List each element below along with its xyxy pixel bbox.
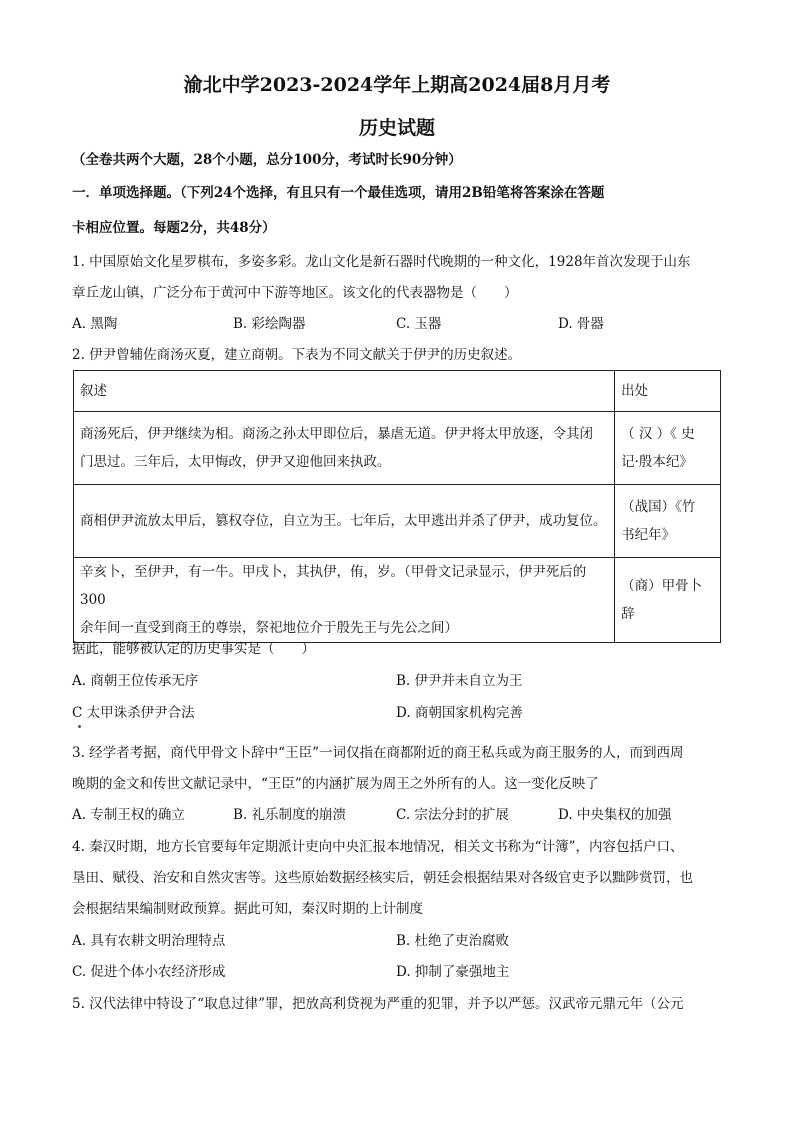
q2-option-a: A. 商朝王位传承无序 xyxy=(72,673,199,689)
q2-question: 据此，能够被认定的历史事实是（ ） xyxy=(72,641,315,657)
exam-title: 渝北中学2023-2024学年上期高2024届8月月考 xyxy=(183,74,611,96)
q1-option-a: A. 黑陶 xyxy=(72,316,118,332)
table-row xyxy=(74,412,721,485)
q3-stem-line2: 晚期的金文和传世文献记录中，“王臣”的内涵扩展为周王之外所有的人。这一变化反映了 xyxy=(72,776,599,792)
exam-note: （全卷共两个大题，28个小题，总分100分，考试时长90分钟） xyxy=(72,152,462,168)
table-header-row xyxy=(74,371,721,412)
q1-option-c: C. 玉器 xyxy=(396,316,442,332)
table-cell-source: （战国）《竹 书纪年》 xyxy=(615,485,721,558)
q3-option-d: D. 中央集权的加强 xyxy=(558,807,672,823)
q1-option-b: B. 彩绘陶器 xyxy=(233,316,306,332)
q4-option-d: D. 抑制了豪强地主 xyxy=(396,964,510,980)
table-row xyxy=(74,558,721,643)
q3-stem-line1: 3. 经学者考据，商代甲骨文卜辞中“王臣”一词仅指在商都附近的商王私兵或为商王服务的人，而到西周 xyxy=(72,745,684,761)
table-cell-source: （商）甲骨卜 辞 xyxy=(615,558,721,643)
section1-heading-line2: 卡相应位置。每题2分，共48分） xyxy=(72,220,276,236)
q2-option-b: B. 伊尹并未自立为王 xyxy=(396,673,523,689)
q4-stem-line1: 4. 秦汉时期，地方长官要每年定期派计吏向中央汇报本地情况，相关文书称为“计簿”，内容包括户口、 xyxy=(72,839,684,855)
q2-option-d: D. 商朝国家机构完善 xyxy=(396,705,523,721)
q3-option-c: C. 宗法分封的扩展 xyxy=(396,807,509,823)
q5-stem-line1: 5. 汉代法律中特设了“取息过律”罪，把放高利贷视为严重的犯罪，并予以严惩。汉武帝元鼎元年（公元 xyxy=(72,996,684,1012)
q4-option-a: A. 具有农耕文明治理特点 xyxy=(72,933,226,949)
table-cell-narrative: 辛亥卜，至伊尹，有一牛。甲戌卜，其执伊，侑，岁。（甲骨文记录显示，伊尹死后的300 余年间一直受到商王的尊崇，祭祀地位介于殷先王与先公之间） xyxy=(74,558,615,643)
table-cell-source: （ 汉 ）《 史 记·殷本纪》 xyxy=(615,412,721,485)
table-row xyxy=(74,485,721,558)
subject-title: 历史试题 xyxy=(358,117,435,139)
q4-option-b: B. 杜绝了吏治腐败 xyxy=(396,933,510,949)
q3-option-a: A. 专制王权的确立 xyxy=(72,807,185,823)
table-cell-narrative: 商汤死后，伊尹继续为相。商汤之孙太甲即位后，暴虐无道。伊尹将太甲放逐，令其闭 门思过。三年后，太甲悔改，伊尹又迎他回来执政。 xyxy=(74,412,615,485)
scan-dot xyxy=(78,725,81,728)
table-cell-narrative: 商相伊尹流放太甲后，篡权夺位，自立为王。七年后，太甲逃出并杀了伊尹，成功复位。 xyxy=(74,485,615,558)
q2-option-c: C 太甲诛杀伊尹合法 xyxy=(72,705,195,721)
q4-option-c: C. 促进个体小农经济形成 xyxy=(72,964,226,980)
table-header-narrative: 叙述 xyxy=(74,371,615,412)
q1-stem-line2: 章丘龙山镇，广泛分布于黄河中下游等地区。该文化的代表器物是（ ） xyxy=(72,285,518,301)
section1-heading-line1: 一．单项选择题。（下列24个选择，有且只有一个最佳选项，请用2B铅笔将答案涂在答题 xyxy=(72,185,605,201)
q2-stem: 2. 伊尹曾辅佐商汤灭夏，建立商朝。下表为不同文献关于伊尹的历史叙述。 xyxy=(72,347,522,363)
q4-stem-line2: 垦田、赋役、治安和自然灾害等。这些原始数据经核实后，朝廷会根据结果对各级官吏予以黜陟赏罚，也 xyxy=(72,870,693,886)
q1-stem-line1: 1. 中国原始文化星罗棋布，多姿多彩。龙山文化是新石器时代晚期的一种文化，1928年首次发现于山东 xyxy=(72,254,691,270)
q2-source-table xyxy=(73,370,721,643)
table-header-source: 出处 xyxy=(615,371,721,412)
q3-option-b: B. 礼乐制度的崩溃 xyxy=(233,807,347,823)
q4-stem-line3: 会根据结果编制财政预算。据此可知，秦汉时期的上计制度 xyxy=(72,901,423,917)
q1-option-d: D. 骨器 xyxy=(558,316,604,332)
